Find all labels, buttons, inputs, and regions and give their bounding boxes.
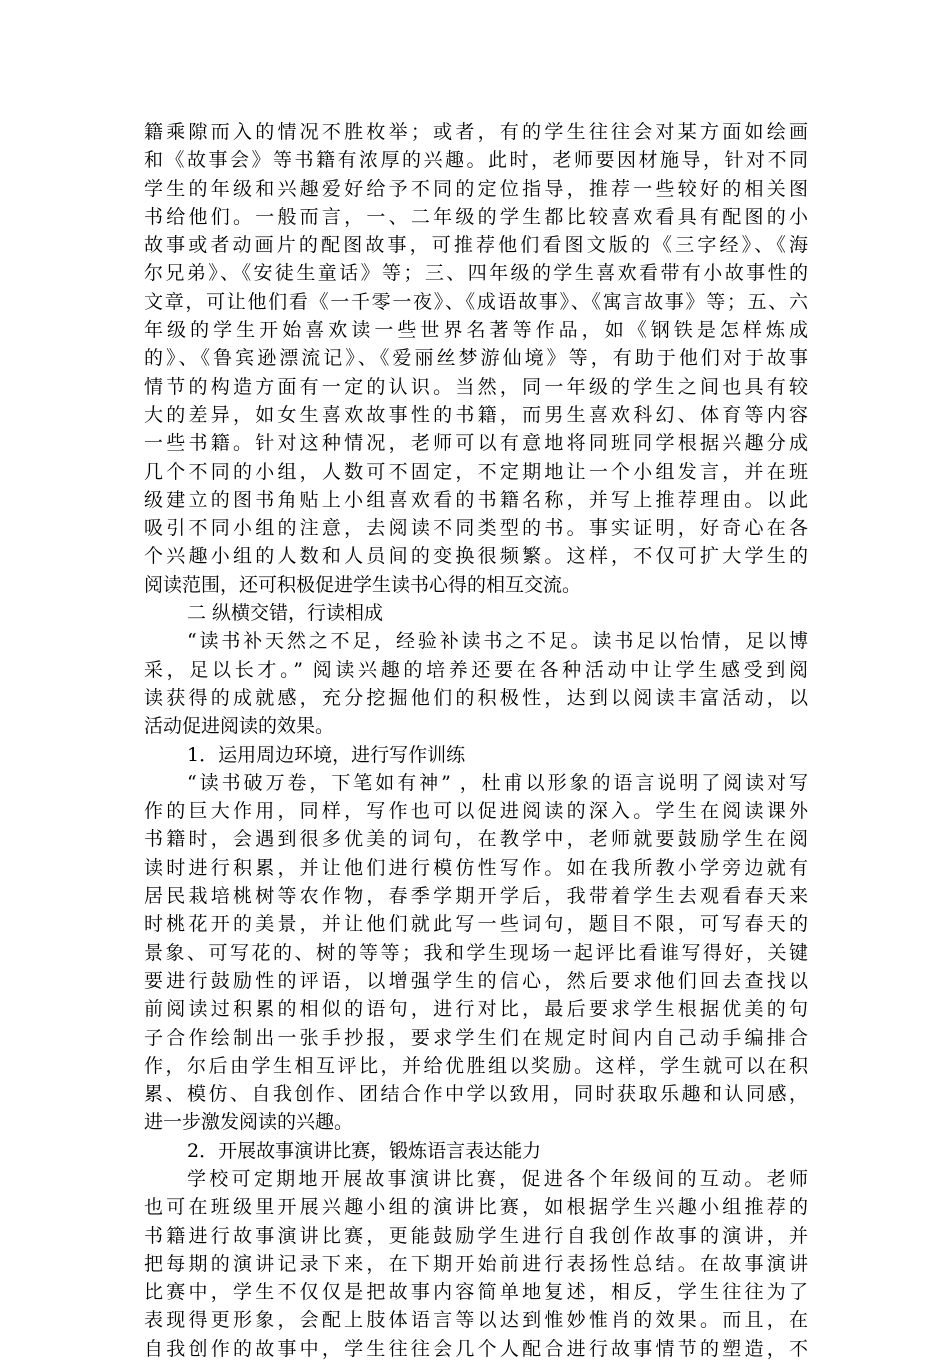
text-line: 累、模仿、自我创作、团结合作中学以致用，同时获取乐趣和认同感， <box>144 1083 808 1106</box>
text-line: 书籍进行故事演讲比赛，更能鼓励学生进行自我创作故事的演讲，并 <box>144 1224 808 1247</box>
text-line: 比赛中，学生不仅仅是把故事内容简单地复述，相反，学生往往为了 <box>144 1281 808 1304</box>
text-line: 情节的构造方面有一定的认识。当然，同一年级的学生之间也具有较 <box>144 375 808 398</box>
text-line: 书籍时，会遇到很多优美的词句，在教学中，老师就要鼓励学生在阅 <box>144 828 808 851</box>
text-line: 也可在班级里开展兴趣小组的演讲比赛，如根据学生兴趣小组推荐的 <box>144 1196 808 1219</box>
text-line: 子合作绘制出一张手抄报，要求学生们在规定时间内自己动手编排合 <box>144 1026 808 1049</box>
text-line: “读书破万卷，下笔如有神” ，杜甫以形象的语言说明了阅读对写 <box>187 771 808 794</box>
text-line: 活动促进阅读的效果。 <box>144 715 335 738</box>
text-line: 一些书籍。针对这种情况，老师可以有意地将同班同学根据兴趣分成 <box>144 432 808 455</box>
text-line: “读书补天然之不足，经验补读书之不足。读书足以怡情，足以博 <box>187 630 808 653</box>
text-line: 1．运用周边环境，进行写作训练 <box>187 743 466 766</box>
text-line: 的》、《鲁宾逊漂流记》、《爱丽丝梦游仙境》等，有助于他们对于故事 <box>144 347 808 370</box>
text-line: 读获得的成就感，充分挖掘他们的积极性，达到以阅读丰富活动，以 <box>144 686 808 709</box>
text-line: 籍乘隙而入的情况不胜枚举；或者，有的学生往往会对某方面如绘画 <box>144 121 808 143</box>
text-line: 故事或者动画片的配图故事，可推荐他们看图文版的《三字经》、《海 <box>144 234 808 257</box>
text-line: 2．开展故事演讲比赛，锻炼语言表达能力 <box>187 1139 542 1162</box>
text-line: 个兴趣小组的人数和人员间的变换很频繁。这样，不仅可扩大学生的 <box>144 545 808 568</box>
text-line: 二 纵横交错，行读相成 <box>187 602 384 625</box>
text-line: 读时进行积累，并让他们进行模仿性写作。如在我所教小学旁边就有 <box>144 856 808 879</box>
text-line: 年级的学生开始喜欢读一些世界名著等作品，如《钢铁是怎样炼成 <box>144 319 808 342</box>
text-line: 自我创作的故事中，学生往往会几个人配合进行故事情节的塑造，不 <box>144 1337 808 1360</box>
text-line: 景象、可写花的、树的等等；我和学生现场一起评比看谁写得好，关键 <box>144 941 808 964</box>
text-line: 进一步激发阅读的兴趣。 <box>144 1111 354 1134</box>
text-line: 表现得更形象，会配上肢体语言等以达到惟妙惟肖的效果。而且，在 <box>144 1309 808 1332</box>
text-line: 作的巨大作用，同样，写作也可以促进阅读的深入。学生在阅读课外 <box>144 800 808 823</box>
text-line: 把每期的演讲记录下来，在下期开始前进行表扬性总结。在故事演讲 <box>144 1252 808 1275</box>
text-line: 几个不同的小组，人数可不固定，不定期地让一个小组发言，并在班 <box>144 460 808 483</box>
text-line: 学校可定期地开展故事演讲比赛，促进各个年级间的互动。老师 <box>187 1167 808 1190</box>
text-line: 阅读范围，还可积极促进学生读书心得的相互交流。 <box>144 573 582 596</box>
text-line: 居民栽培桃树等农作物，春季学期开学后，我带着学生去观看春天来 <box>144 885 808 908</box>
text-line: 大的差异，如女生喜欢故事性的书籍，而男生喜欢科幻、体育等内容 <box>144 403 808 426</box>
text-line: 采，足以长才。” 阅读兴趣的培养还要在各种活动中让学生感受到阅 <box>144 658 808 681</box>
text-line: 尔兄弟》、《安徒生童话》等；三、四年级的学生喜欢看带有小故事性的 <box>144 262 808 285</box>
text-line: 要进行鼓励性的评语，以增强学生的信心，然后要求他们回去查找以 <box>144 969 808 992</box>
text-line: 学生的年级和兴趣爱好给予不同的定位指导，推荐一些较好的相关图 <box>144 177 808 200</box>
body-text <box>144 118 808 1363</box>
text-line: 文章，可让他们看《一千零一夜》、《成语故事》、《寓言故事》等；五、六 <box>144 290 808 313</box>
text-line: 吸引不同小组的注意，去阅读不同类型的书。事实证明，好奇心在各 <box>144 517 808 540</box>
text-line: 作，尔后由学生相互评比，并给优胜组以奖励。这样，学生就可以在积 <box>144 1054 808 1077</box>
text-line: 前阅读过积累的相似的语句，进行对比，最后要求学生根据优美的句 <box>144 998 808 1021</box>
text-line: 级建立的图书角贴上小组喜欢看的书籍名称，并写上推荐理由。以此 <box>144 488 808 511</box>
text-line: 和《故事会》等书籍有浓厚的兴趣。此时，老师要因材施导，针对不同 <box>144 149 808 172</box>
text-line: 时桃花开的美景，并让他们就此写一些词句，题目不限，可写春天的 <box>144 913 808 936</box>
text-line: 书给他们。一般而言，一、二年级的学生都比较喜欢看具有配图的小 <box>144 205 808 228</box>
